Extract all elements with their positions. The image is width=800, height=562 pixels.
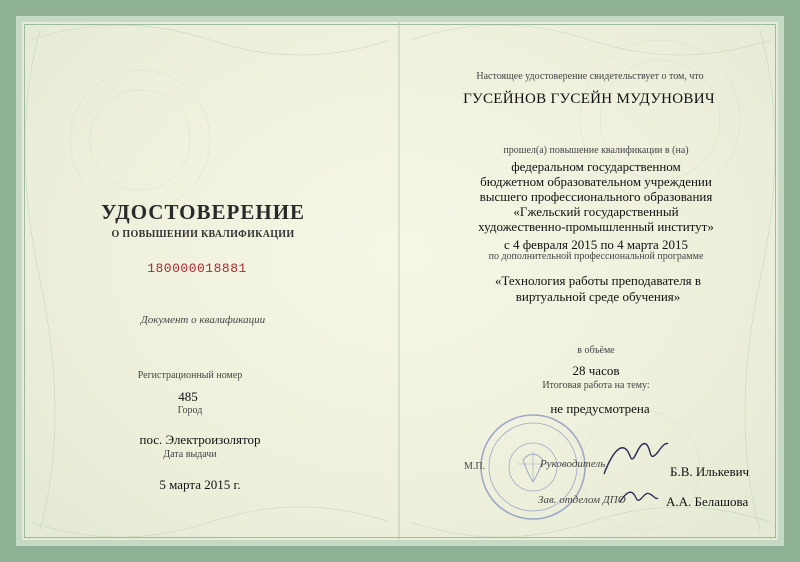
city-label: Город: [177, 405, 203, 416]
institution-line-2: бюджетном образовательном учреждении: [480, 174, 712, 189]
issue-date-label: Дата выдачи: [163, 449, 217, 460]
program-line-2: виртуальной среде обучения»: [515, 289, 681, 304]
institution-line-5: художественно-промышленный институт»: [478, 219, 714, 234]
deputy-title: Зав. отделом ДПО: [538, 494, 626, 506]
head-title: Руководитель: [540, 458, 606, 470]
institution-line-1: федеральном государственном: [511, 159, 681, 174]
issue-date-value: 5 марта 2015 г.: [159, 477, 241, 492]
volume-value: 28 часов: [572, 363, 620, 378]
institution-line-3: высшего профессионального образования: [479, 189, 713, 204]
final-work-label: Итоговая работа на тему:: [542, 380, 650, 391]
volume-label: в объёме: [577, 345, 615, 356]
page-fold: [398, 22, 400, 540]
study-period: с 4 февраля 2015 по 4 марта 2015: [503, 237, 689, 252]
document-subtitle: О ПОВЫШЕНИИ КВАЛИФИКАЦИИ: [111, 229, 295, 240]
reg-number-value: 485: [178, 389, 198, 404]
city-value: пос. Электроизолятор: [139, 432, 261, 447]
deputy-name: А.А. Белашова: [666, 494, 749, 509]
document-title: УДОСТОВЕРЕНИЕ: [100, 200, 306, 224]
deputy-signature: [618, 484, 660, 510]
head-signature: [600, 434, 670, 480]
intro-text: Настоящее удостоверение свидетельствует о том, что: [476, 71, 704, 82]
document-number: 180000018881: [147, 261, 247, 276]
document-type: Документ о квалификации: [140, 314, 266, 326]
final-work-value: не предусмотрена: [550, 401, 650, 416]
program-line-1: «Технология работы преподавателя в: [494, 273, 702, 288]
institution-line-4: «Гжельский государственный: [513, 204, 679, 219]
reg-number-label: Регистрационный номер: [137, 370, 243, 381]
holder-name: ГУСЕЙНОВ ГУСЕЙН МУДУНОВИЧ: [463, 91, 715, 107]
head-name: Б.В. Илькевич: [670, 464, 750, 479]
seal-place-label: М.П.: [464, 461, 486, 472]
program-label: по дополнительной профессиональной программе: [488, 251, 704, 262]
passed-label: прошел(а) повышение квалификации в (на): [503, 145, 689, 156]
